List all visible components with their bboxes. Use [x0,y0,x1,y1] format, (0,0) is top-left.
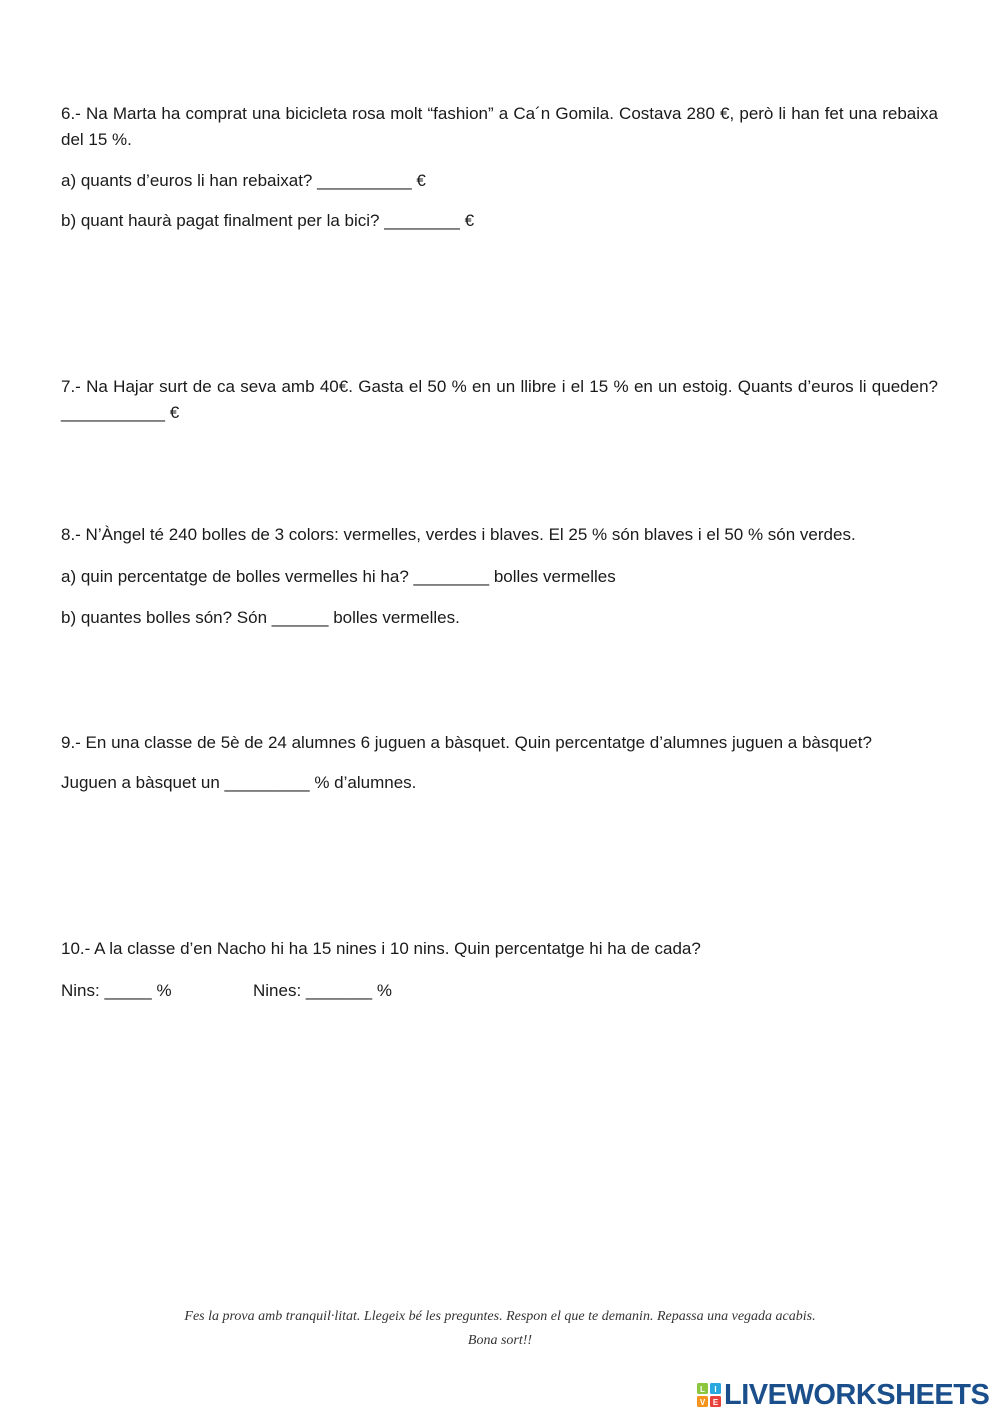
question-6-text: 6.- Na Marta ha comprat una bicicleta rosa molt “fashion” a Ca´n Gomila. Costava 280 €, però li han fet una rebaixa del 15 %. [61,104,938,149]
question-9-text: 9.- En una classe de 5è de 24 alumnes 6 juguen a bàsquet. Quin percentatge d’alumnes juguen a bàsquet? [61,733,872,752]
question-8a: a) quin percentatge de bolles vermelles hi ha? ________ bolles vermelles [61,567,616,586]
question-7-text: 7.- Na Hajar surt de ca seva amb 40€. Gasta el 50 % en un llibre i el 15 % en un estoig. Quants d’euros li queden? ___________ € [61,377,938,422]
logo-letter-l: L [700,1385,705,1394]
liveworksheets-brand [697,1378,989,1412]
question-10-text: 10.- A la classe d’en Nacho hi ha 15 nines i 10 nins. Quin percentatge hi ha de cada? [61,939,701,958]
liveworksheets-logo-icon [697,1383,721,1407]
logo-letter-v: V [699,1398,706,1407]
footer-instructions: Fes la prova amb tranquil·litat. Llegeix bé les preguntes. Respon el que te demanin. Repassa una vegada acabis. [184,1309,816,1324]
question-8-text: 8.- N’Àngel té 240 bolles de 3 colors: vermelles, verdes i blaves. El 25 % són blaves i el 50 % són verdes. [61,525,856,544]
question-10-nins: Nins: _____ % [61,981,172,1000]
question-6a: a) quants d’euros li han rebaixat? __________ € [61,171,426,190]
question-6b: b) quant haurà pagat finalment per la bici? ________ € [61,211,475,230]
question-10-nines: Nines: _______ % [253,981,392,1000]
liveworksheets-wordmark: LIVEWORKSHEETS [724,1378,990,1411]
footer-good-luck: Bona sort!! [467,1333,533,1348]
logo-letter-e: E [712,1398,719,1407]
logo-letter-i: I [714,1385,717,1394]
question-9-answer: Juguen a bàsquet un _________ % d’alumnes. [61,773,417,792]
question-8b: b) quantes bolles són? Són ______ bolles vermelles. [61,608,460,627]
